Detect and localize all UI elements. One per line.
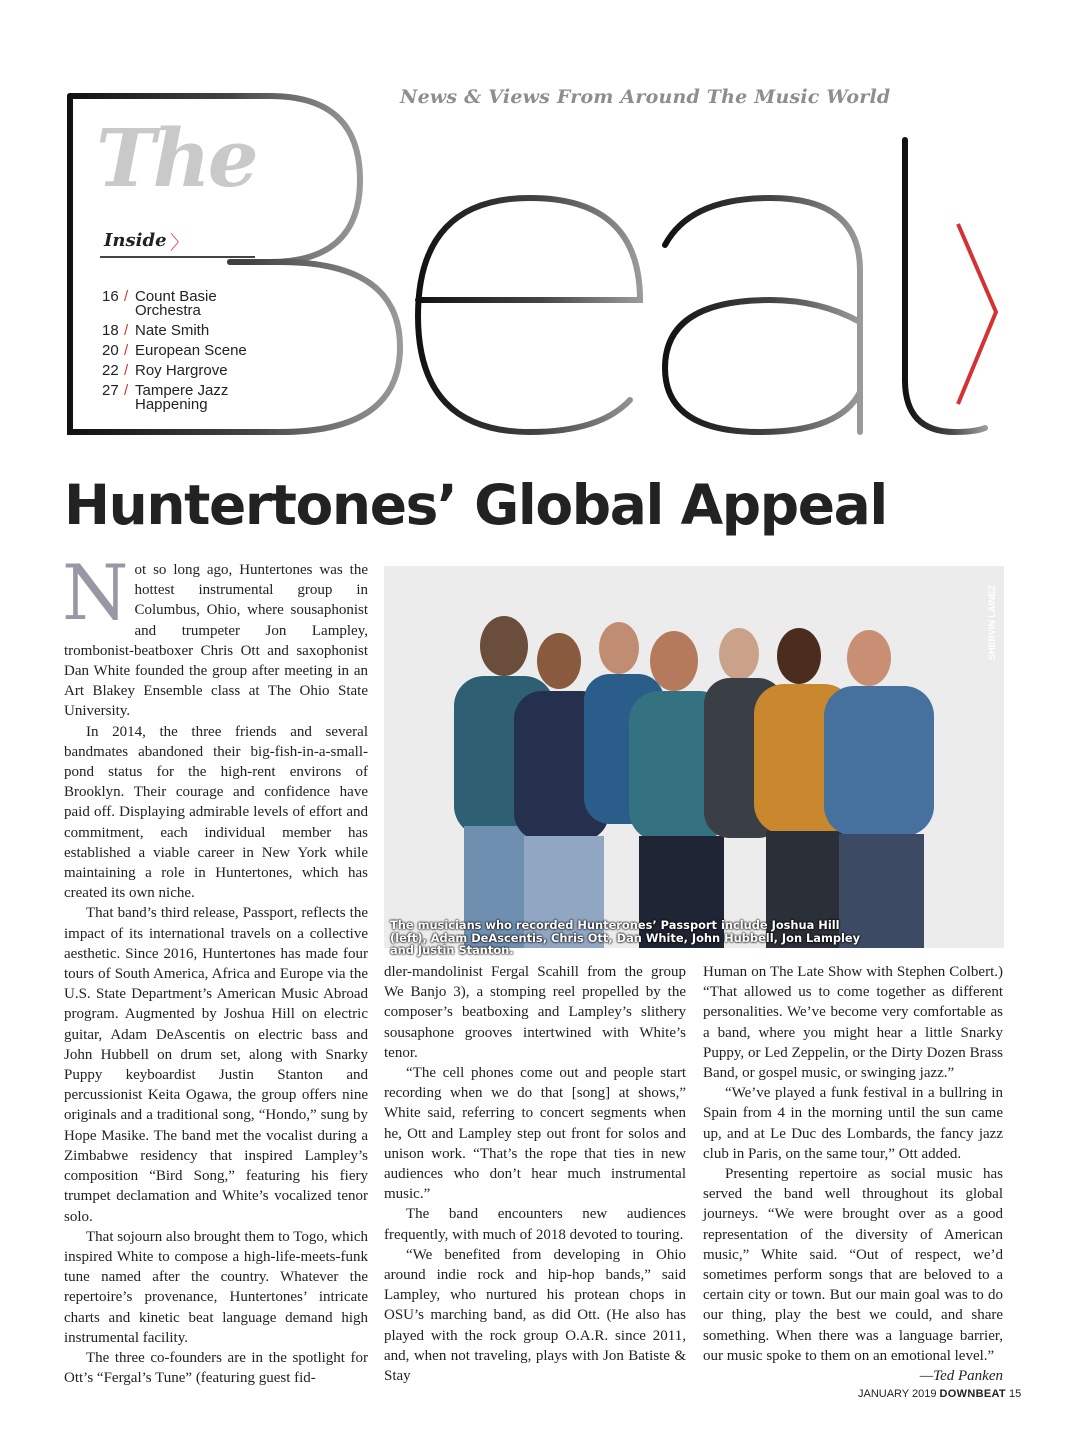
inside-toc [102, 290, 272, 418]
paragraph: In 2014, the three friends and several bandmates abandoned their big-fish-in-a-small-pond status for the high-rent environs of Brooklyn. Their courage and confidence have paid off. Displaying admirable levels of effort and commitment, each individual member has established a viable career in New York while maintaining a role in Huntertones, which has created its own niche. [64, 723, 368, 902]
toc-item[interactable]: 18 / Nate Smith [102, 324, 272, 338]
paragraph: dler-mandolinist Fergal Scahill from the group We Banjo 3), a stomping reel propelled by the composer’s beatboxing and Lampley’s slithery sousaphone grooves intertwined with White’s tenor. [384, 964, 686, 1061]
toc-page: 16 [102, 288, 119, 305]
photo-credit-text: SHERVIN LAINEZ [987, 585, 997, 660]
paragraph: “The cell phones come out and people start recording when we do that [song] at shows,” White said, referring to concert segments when he, Ott and Lampley step out front for solos and unison work. “That’s the rope that ties in new audiences who don’t hear much instrumental music.” [384, 1065, 686, 1203]
paragraph: “We’ve played a funk festival in a bullring in Spain from 4 in the morning until the sun came up, and at Le Duc des Lombards, the fancy jazz club in Paris, on the same tour,” Ott added. [703, 1085, 1003, 1162]
paragraph: That band’s third release, Passport, reflects the impact of its international travels on a collective aesthetic. Since 2016, Huntertones has made four tours of South America, Africa and Europe via the U.S. State Department’s American Music Abroad program. Augmented by Joshua Hill on electric guitar, Adam DeAscentis on electric bass and John Hubbell on drum set, along with Snarky Puppy keyboardist Justin Stanton and percussionist Keita Ogawa, the group offers nine originals and a traditional song, “Hondo,” sung by Hope Masike. The band met the vocalist during a Zimbabwe residency that inspired Lampley’s composition “Bird Song,” featuring his fiery trumpet declamation and White’s vocalized tenor solo. [64, 905, 368, 1225]
toc-page: 18 [102, 322, 119, 339]
toc-page: 20 [102, 342, 119, 359]
toc-page: 22 [102, 362, 119, 379]
paragraph: The band encounters new audiences frequently, with much of 2018 devoted to touring. [384, 1206, 686, 1243]
toc-item[interactable]: 27 / Tampere Jazz Happening [102, 384, 272, 412]
inside-label: Inside [104, 230, 167, 251]
article-headline: Huntertones’ Global Appeal [64, 473, 887, 537]
toc-title: European Scene [135, 342, 247, 359]
paragraph: The three co-founders are in the spotlight for Ott’s “Fergal’s Tune” (featuring guest fid- [64, 1349, 368, 1387]
band-photo [384, 566, 1004, 948]
paragraph: Presenting repertoire as social music has served the band well throughout its global journeys. “We were brought over as a good representation of the diversity of American music,” White said. “Out of respect, we’d sometimes perform songs that are beloved to a certain city or town. But our main goal was to do our thing, play the best we could, and share something. When there was a language barrier, our music spoke to them on an emotional level.” —Ted Panken [703, 1164, 1003, 1366]
toc-item[interactable]: 16 / Count Basie Orchestra [102, 290, 272, 318]
band-photo-illustration [384, 566, 1004, 948]
paragraph: Not so long ago, Huntertones was the hottest instrumental group in Columbus, Ohio, where sousaphonist and trumpeter Jon Lampley, trombonist-beatboxer Chris Ott and saxophonist Dan White founded the group after meeting in an Art Blakey Ensemble class at The Ohio State University. [62, 548, 368, 720]
author-byline: —Ted Panken [919, 1368, 1003, 1385]
toc-title: Tampere Jazz Happening [135, 382, 229, 413]
toc-title: Nate Smith [135, 322, 210, 339]
toc-title: Roy Hargrove [135, 362, 228, 379]
drop-cap: N [62, 548, 129, 637]
article-column-2 [384, 962, 686, 1386]
paragraph: Human on The Late Show with Stephen Colbert.) “That allowed us to come together as different personalities. We’ve become very comfortable as a band, where you might hear a little Snarky Puppy, or Led Zeppelin, or the Dirty Dozen Brass Band, or gospel music, or swinging jazz.” [703, 964, 1003, 1082]
toc-item[interactable]: 22 / Roy Hargrove [102, 364, 272, 378]
toc-page: 27 [102, 382, 119, 399]
toc-item[interactable]: 20 / European Scene [102, 344, 272, 358]
inside-divider [100, 256, 255, 258]
paragraph: That sojourn also brought them to Togo, which inspired White to compose a high-life-meets-funk tune named after the country. Whatever the repertoire’s provenance, Huntertones’ intricate charts and kinetic beat language demand high instrumental facility. [64, 1228, 368, 1346]
chevron-right-icon: 〉 [170, 232, 190, 254]
magazine-name: DOWNBEAT [939, 1388, 1006, 1400]
section-prefix: The [96, 111, 256, 205]
photo-credit [984, 572, 998, 662]
article-column-3 [703, 962, 1003, 1386]
photo-caption: The musicians who recorded Hunterones’ Passport include Joshua Hill (left), Adam DeAscentis, Chris Ott, Dan White, John Hubbell, Jon Lampley and Justin Stanton. [390, 918, 861, 957]
masthead-tagline: News & Views From Around The Music World [400, 86, 891, 108]
page-number: 15 [1008, 1388, 1022, 1400]
article-column-1 [62, 548, 368, 1388]
red-chevron-icon [958, 224, 996, 404]
paragraph: “We benefited from developing in Ohio around indie rock and hip-hop bands,” said Lampley, who nurtured his protean chops in OSU’s marching band, as did Ott. (He also has played with the rock group O.A.R. since 2011, and, when not traveling, plays with Jon Batiste & Stay [384, 1246, 686, 1385]
page-footer [858, 1388, 1021, 1400]
toc-title: Count Basie Orchestra [135, 288, 217, 319]
issue-date: JANUARY 2019 [858, 1388, 937, 1400]
